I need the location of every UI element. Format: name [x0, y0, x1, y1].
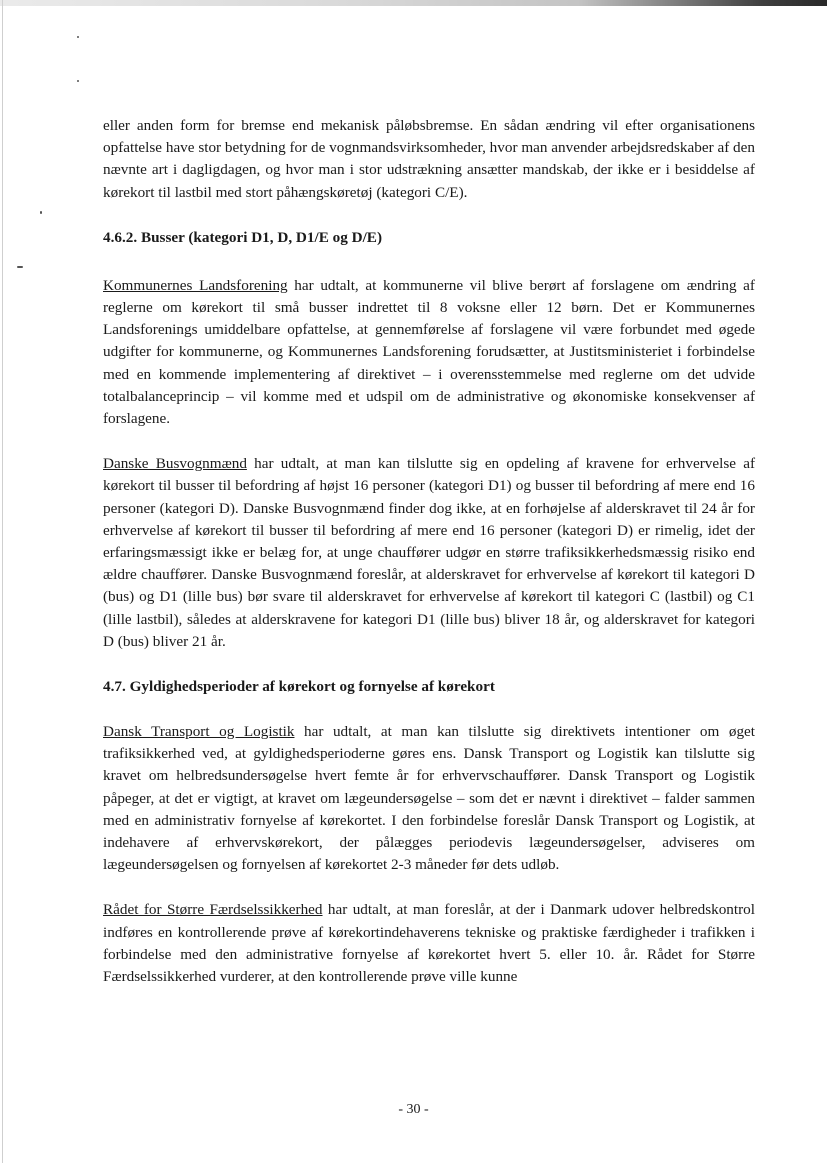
scan-speck	[77, 80, 79, 82]
paragraph-1: eller anden form for bremse end mekanisk påløbsbremse. En sådan ændring vil efter organisationens opfattelse have stor betydning for de vognmandsvirksomheder, hvor man anvender arbejdsredskaber af den nævnte art i dagligdagen, og hvor man i stor udstrækning ansætter mandskab, der ikke er i besiddelse af kørekort til lastbil med stort påhængskøretøj (kategori C/E).	[103, 117, 755, 201]
organization-name: Dansk Transport og Logistik	[103, 723, 295, 741]
scan-top-edge	[0, 0, 827, 6]
scan-left-edge	[2, 0, 3, 1163]
scan-speck	[77, 36, 79, 38]
paragraph-text: har udtalt, at man kan tilslutte sig direktivets intentioner om øget trafiksikkerhed ved, at gyldighedsperioderne gøres ens. Dansk Transport og Logistik kan tilslutte sig kravet om helbredsundersøgelse hvert femte år for erhvervschauffører. Dansk Transport og Logistik påpeger, at det er vigtigt, at kravet om lægeundersøgelse – som det er nævnt i direktivet – falder sammen med en administrativ fornyelse af kørekortet. I den forbindelse foreslår Dansk Transport og Logistik, at indehavere af erhvervskørekort, der pålægges periodevis lægeundersøgelser, adviseres om lægeundersøgelsen og fornyelsen af kørekortet 2-3 måneder før dets udløb.	[103, 723, 755, 874]
section-heading-4-6-2: 4.6.2. Busser (kategori D1, D, D1/E og D/E)	[103, 228, 382, 246]
paragraph-raadet-for-stoerre-faerdselssikkerhed	[103, 899, 755, 988]
scan-speck	[40, 211, 42, 214]
paragraph-kommunernes-landsforening	[103, 275, 755, 430]
paragraph-danske-busvognmaend	[103, 453, 755, 653]
paragraph-text: har udtalt, at man foreslår, at der i Danmark udover helbredskontrol indføres en kontrollerende prøve af kørekortindehaverens tekniske og praktiske færdigheder i trafikken i forbindelse med den administrative fornyelse af kørekortet hvert 5. eller 10. år. Rådet for Større Færdselssikkerhed vurderer, at den kontrollerende prøve ville kunne	[103, 901, 755, 986]
organization-name: Kommunernes Landsforening	[103, 276, 288, 294]
scan-speck	[17, 266, 23, 268]
organization-name: Danske Busvognmænd	[103, 455, 247, 473]
document-body	[103, 115, 755, 988]
paragraph-dansk-transport-og-logistik	[103, 721, 755, 876]
organization-name: Rådet for Større Færdselssikkerhed	[103, 901, 323, 919]
paragraph-text: har udtalt, at man kan tilslutte sig en opdeling af kravene for erhvervelse af kørekort til busser til befordring af højst 16 personer (kategori D1) og busser til befordring af mere end 16 personer (kategori D). Danske Busvognmænd finder dog ikke, at en forhøjelse af alderskravet til 24 år for erhvervelse af kørekort til busser til befordring af mere end 16 personer (kategori D) er rimelig, idet der erfaringsmæssigt ikke er belæg for, at unge chauffører udgør en større trafiksikkerhedsmæssig risiko end ældre chauffører. Danske Busvognmænd foreslår, at alderskravet for erhvervelse af kørekort til kategori D (bus) og D1 (lille bus) bør svare til alderskravet for erhvervelse af kørekort til kategori C (lastbil) og C1 (lille lastbil), således at alderskravene for kategori D1 (lille bus) bliver 18 år, og alderskravet for kategori D (bus) bliver 21 år.	[103, 455, 755, 650]
paragraph-text: har udtalt, at kommunerne vil blive berørt af forslagene om ændring af reglerne om kørekort til små busser indrettet til 8 voksne eller 12 børn. Det er Kommunernes Landsforenings umiddelbare opfattelse, at gennemførelse af forslagene vil være forbundet med øgede udgifter for kommunerne, og Kommunernes Landsforening forudsætter, at Justitsministeriet i forbindelse med en kommende implementering af direktivet – i overensstemmelse med reglerne om det udvide totalbalanceprincip – vil komme med et udspil om de administrative og økonomiske konsekvenser af forslagene.	[103, 276, 755, 428]
section-heading-4-7: 4.7. Gyldighedsperioder af kørekort og fornyelse af kørekort	[103, 678, 495, 696]
page-number: - 30 -	[398, 1102, 429, 1117]
